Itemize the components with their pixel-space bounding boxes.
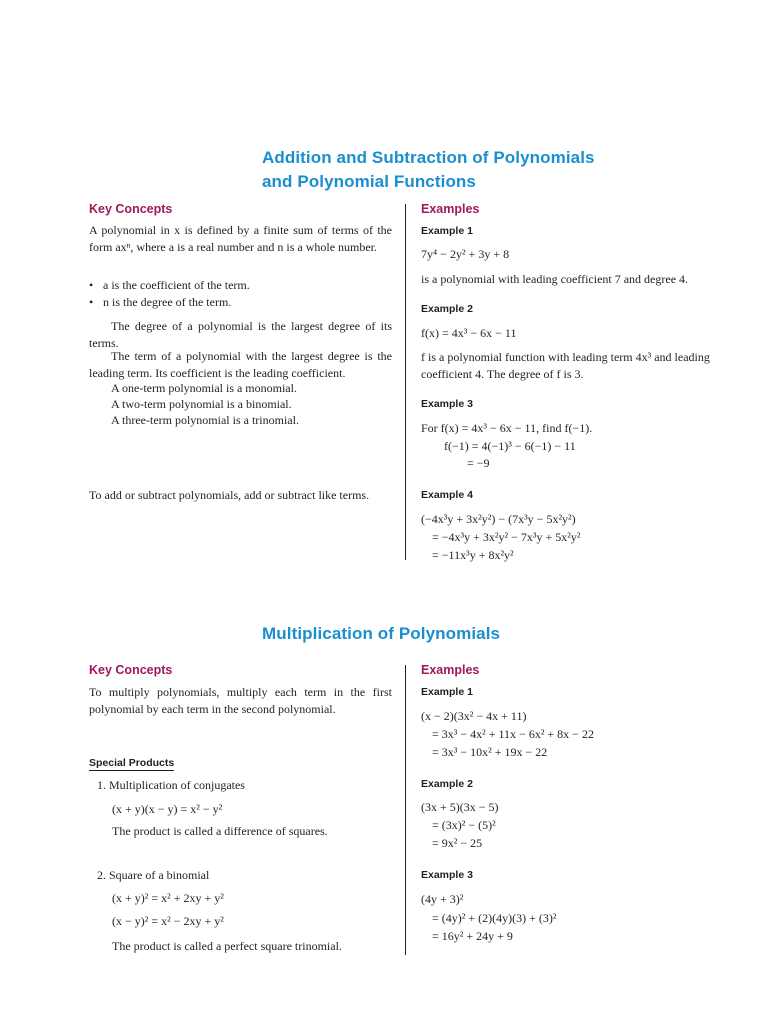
trinomial-definition: A three-term polynomial is a trinomial. [111, 413, 299, 427]
section2-column-divider [405, 665, 406, 955]
s1-example2-label: Example 2 [421, 303, 473, 315]
binomial-definition: A two-term polynomial is a binomial. [111, 397, 292, 411]
add-subtract-rule: To add or subtract polynomials, add or subtract like terms. [89, 488, 370, 502]
s1-example4-label: Example 4 [421, 489, 473, 501]
monomial-definition: A one-term polynomial is a monomial. [111, 381, 297, 395]
s2-example3-line2: = (4y)² + (2)(4y)(3) + (3)² [432, 911, 557, 925]
s2-example3-line1: (4y + 3)² [421, 892, 464, 906]
item2-text: The product is called a perfect square trinomial. [112, 939, 342, 953]
item1-formula: (x + y)(x − y) = x² − y² [112, 802, 223, 816]
leading-term-definition: The term of a polynomial with the largest degree is the leading term. Its coefficient is the leading coefficient. [89, 349, 392, 380]
degree-of-polynomial: The degree of a polynomial is the largest degree of its terms. [89, 319, 392, 350]
polynomial-definition: A polynomial in x is defined by a finite sum of terms of the form axⁿ, where a is a real number and n is a whole number. [89, 223, 392, 254]
item1-heading: 1. Multiplication of conjugates [97, 778, 245, 792]
s2-example3-label: Example 3 [421, 869, 473, 881]
s1-example1-label: Example 1 [421, 225, 473, 237]
s1-example3-line2: f(−1) = 4(−1)³ − 6(−1) − 11 [444, 439, 576, 453]
s1-example2-text: f is a polynomial function with leading term 4x³ and leading coefficient 4. The degree of f is 3. [421, 350, 710, 381]
bullet-degree: • n is the degree of the term. [89, 294, 232, 309]
s2-example1-line3: = 3x³ − 10x² + 19x − 22 [432, 745, 548, 759]
special-products-heading: Special Products [89, 757, 175, 769]
s1-example4-line1: (−4x³y + 3x²y²) − (7x³y − 5x²y²) [421, 512, 576, 526]
item2-heading: 2. Square of a binomial [97, 868, 210, 882]
section1-examples-heading: Examples [421, 202, 480, 216]
section1-title [262, 146, 595, 194]
s2-example2-label: Example 2 [421, 778, 473, 790]
section1-title-line1: Addition and Subtraction of Polynomials [262, 148, 595, 167]
item2-formula2: (x − y)² = x² − 2xy + y² [112, 914, 224, 928]
item2-formula1: (x + y)² = x² + 2xy + y² [112, 891, 224, 905]
item1-text: The product is called a difference of squares. [112, 824, 328, 838]
s1-example4-line3: = −11x³y + 8x²y² [432, 548, 514, 562]
term-bullets [89, 277, 392, 310]
s2-example2-line2: = (3x)² − (5)² [432, 818, 496, 832]
s2-example1-line2: = 3x³ − 4x² + 11x − 6x² + 8x − 22 [432, 727, 594, 741]
bullet-coefficient: • a is the coefficient of the term. [89, 278, 250, 292]
s1-example3-line1: For f(x) = 4x³ − 6x − 11, find f(−1). [421, 421, 593, 435]
s2-example2-line3: = 9x² − 25 [432, 836, 483, 850]
s2-example1-label: Example 1 [421, 686, 473, 698]
s1-example2-math: f(x) = 4x³ − 6x − 11 [421, 326, 517, 340]
multiply-rule: To multiply polynomials, multiply each term in the first polynomial by each term in the second polynomial. [89, 685, 392, 716]
s1-example4-line2: = −4x³y + 3x²y² − 7x³y + 5x²y² [432, 530, 581, 544]
section1-column-divider [405, 204, 406, 560]
s1-example1-math: 7y⁴ − 2y² + 3y + 8 [421, 247, 510, 261]
section1-title-line2: and Polynomial Functions [262, 172, 476, 191]
section2-key-concepts-heading: Key Concepts [89, 663, 173, 677]
s2-example3-line3: = 16y² + 24y + 9 [432, 929, 513, 943]
section2-examples-heading: Examples [421, 663, 480, 677]
s2-example1-line1: (x − 2)(3x² − 4x + 11) [421, 709, 527, 723]
section2-title: Multiplication of Polynomials [262, 624, 501, 643]
s2-example2-line1: (3x + 5)(3x − 5) [421, 800, 499, 814]
s1-example1-text: is a polynomial with leading coefficient 7 and degree 4. [421, 272, 689, 286]
s1-example3-label: Example 3 [421, 398, 473, 410]
s1-example3-line3: = −9 [467, 456, 490, 470]
section1-key-concepts-heading: Key Concepts [89, 202, 173, 216]
